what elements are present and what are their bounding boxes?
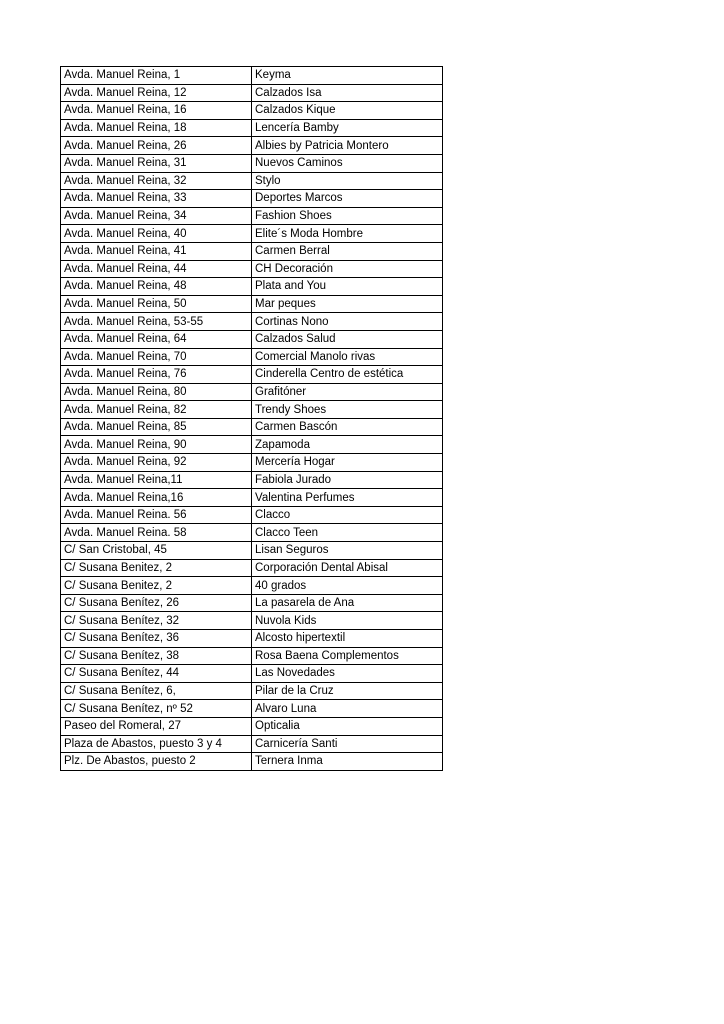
address-cell: Avda. Manuel Reina, 92: [61, 454, 252, 472]
table-row: [61, 348, 443, 366]
address-cell: Avda. Manuel Reina, 41: [61, 242, 252, 260]
table-row: [61, 366, 443, 384]
business-name-cell: Alvaro Luna: [252, 700, 443, 718]
table-row: [61, 102, 443, 120]
business-name-cell: Calzados Salud: [252, 330, 443, 348]
table-row: [61, 471, 443, 489]
address-cell: Plz. De Abastos, puesto 2: [61, 753, 252, 771]
address-cell: Avda. Manuel Reina, 40: [61, 225, 252, 243]
address-cell: Paseo del Romeral, 27: [61, 717, 252, 735]
table-row: [61, 242, 443, 260]
address-cell: Avda. Manuel Reina, 18: [61, 119, 252, 137]
table-row: [61, 67, 443, 85]
address-cell: Avda. Manuel Reina,11: [61, 471, 252, 489]
address-cell: Avda. Manuel Reina, 34: [61, 207, 252, 225]
address-cell: Avda. Manuel Reina, 16: [61, 102, 252, 120]
business-name-cell: Opticalia: [252, 717, 443, 735]
address-cell: Avda. Manuel Reina, 80: [61, 383, 252, 401]
business-name-cell: Plata and You: [252, 278, 443, 296]
address-cell: Avda. Manuel Reina, 48: [61, 278, 252, 296]
business-name-cell: Nuvola Kids: [252, 612, 443, 630]
business-name-cell: Calzados Kique: [252, 102, 443, 120]
address-cell: Avda. Manuel Reina, 64: [61, 330, 252, 348]
address-cell: Avda. Manuel Reina, 82: [61, 401, 252, 419]
address-cell: Avda. Manuel Reina, 90: [61, 436, 252, 454]
table-row: [61, 594, 443, 612]
address-cell: Avda. Manuel Reina, 33: [61, 190, 252, 208]
table-row: [61, 225, 443, 243]
business-name-cell: Las Novedades: [252, 665, 443, 683]
table-row: [61, 542, 443, 560]
address-cell: Avda. Manuel Reina,16: [61, 489, 252, 507]
address-cell: Avda. Manuel Reina, 31: [61, 154, 252, 172]
business-name-cell: Calzados Isa: [252, 84, 443, 102]
address-cell: Avda. Manuel Reina, 32: [61, 172, 252, 190]
business-name-cell: 40 grados: [252, 577, 443, 595]
table-row: [61, 172, 443, 190]
table-body: [61, 67, 443, 771]
table-row: [61, 630, 443, 648]
business-name-cell: Carnicería Santi: [252, 735, 443, 753]
table-row: [61, 119, 443, 137]
address-cell: C/ San Cristobal, 45: [61, 542, 252, 560]
business-name-cell: Pilar de la Cruz: [252, 682, 443, 700]
business-name-cell: Carmen Berral: [252, 242, 443, 260]
address-cell: C/ Susana Benítez, 32: [61, 612, 252, 630]
business-address-table: [60, 66, 443, 771]
address-cell: C/ Susana Benítez, 6,: [61, 682, 252, 700]
address-cell: Avda. Manuel Reina. 56: [61, 506, 252, 524]
business-name-cell: Valentina Perfumes: [252, 489, 443, 507]
table-row: [61, 313, 443, 331]
business-name-cell: Mercería Hogar: [252, 454, 443, 472]
address-cell: C/ Susana Benítez, 36: [61, 630, 252, 648]
table-row: [61, 647, 443, 665]
business-name-cell: CH Decoración: [252, 260, 443, 278]
business-name-cell: Clacco Teen: [252, 524, 443, 542]
business-name-cell: Cortinas Nono: [252, 313, 443, 331]
table-row: [61, 682, 443, 700]
business-name-cell: Albies by Patricia Montero: [252, 137, 443, 155]
address-cell: C/ Susana Benitez, 2: [61, 559, 252, 577]
table-row: [61, 612, 443, 630]
table-row: [61, 84, 443, 102]
table-row: [61, 154, 443, 172]
address-cell: C/ Susana Benítez, 26: [61, 594, 252, 612]
address-cell: Plaza de Abastos, puesto 3 y 4: [61, 735, 252, 753]
address-cell: Avda. Manuel Reina, 85: [61, 418, 252, 436]
table-row: [61, 454, 443, 472]
address-cell: Avda. Manuel Reina, 53-55: [61, 313, 252, 331]
table-row: [61, 700, 443, 718]
document-page: [60, 66, 443, 771]
table-row: [61, 436, 443, 454]
business-name-cell: Cinderella Centro de estética: [252, 366, 443, 384]
table-row: [61, 295, 443, 313]
table-row: [61, 260, 443, 278]
address-cell: Avda. Manuel Reina, 12: [61, 84, 252, 102]
table-row: [61, 577, 443, 595]
business-name-cell: Stylo: [252, 172, 443, 190]
business-name-cell: Trendy Shoes: [252, 401, 443, 419]
address-cell: C/ Susana Benítez, 44: [61, 665, 252, 683]
business-name-cell: Keyma: [252, 67, 443, 85]
business-name-cell: Comercial Manolo rivas: [252, 348, 443, 366]
table-row: [61, 524, 443, 542]
table-row: [61, 489, 443, 507]
business-name-cell: Rosa Baena Complementos: [252, 647, 443, 665]
business-name-cell: Lisan Seguros: [252, 542, 443, 560]
table-row: [61, 278, 443, 296]
table-row: [61, 383, 443, 401]
address-cell: Avda. Manuel Reina, 1: [61, 67, 252, 85]
table-row: [61, 190, 443, 208]
address-cell: Avda. Manuel Reina, 70: [61, 348, 252, 366]
table-row: [61, 401, 443, 419]
address-cell: Avda. Manuel Reina. 58: [61, 524, 252, 542]
table-row: [61, 559, 443, 577]
table-row: [61, 506, 443, 524]
business-name-cell: Carmen Bascón: [252, 418, 443, 436]
business-name-cell: Lencería Bamby: [252, 119, 443, 137]
business-name-cell: Grafitóner: [252, 383, 443, 401]
business-name-cell: Clacco: [252, 506, 443, 524]
business-name-cell: Fabiola Jurado: [252, 471, 443, 489]
business-name-cell: Fashion Shoes: [252, 207, 443, 225]
address-cell: C/ Susana Benítez, nº 52: [61, 700, 252, 718]
table-row: [61, 753, 443, 771]
address-cell: C/ Susana Benítez, 38: [61, 647, 252, 665]
table-row: [61, 330, 443, 348]
business-name-cell: Nuevos Caminos: [252, 154, 443, 172]
business-name-cell: Mar peques: [252, 295, 443, 313]
business-name-cell: Corporación Dental Abisal: [252, 559, 443, 577]
table-row: [61, 735, 443, 753]
address-cell: Avda. Manuel Reina, 76: [61, 366, 252, 384]
table-row: [61, 665, 443, 683]
business-name-cell: Ternera Inma: [252, 753, 443, 771]
business-name-cell: La pasarela de Ana: [252, 594, 443, 612]
table-row: [61, 717, 443, 735]
table-row: [61, 418, 443, 436]
address-cell: Avda. Manuel Reina, 44: [61, 260, 252, 278]
address-cell: C/ Susana Benitez, 2: [61, 577, 252, 595]
business-name-cell: Deportes Marcos: [252, 190, 443, 208]
address-cell: Avda. Manuel Reina, 26: [61, 137, 252, 155]
table-row: [61, 137, 443, 155]
table-row: [61, 207, 443, 225]
business-name-cell: Elite´s Moda Hombre: [252, 225, 443, 243]
business-name-cell: Zapamoda: [252, 436, 443, 454]
address-cell: Avda. Manuel Reina, 50: [61, 295, 252, 313]
business-name-cell: Alcosto hipertextil: [252, 630, 443, 648]
